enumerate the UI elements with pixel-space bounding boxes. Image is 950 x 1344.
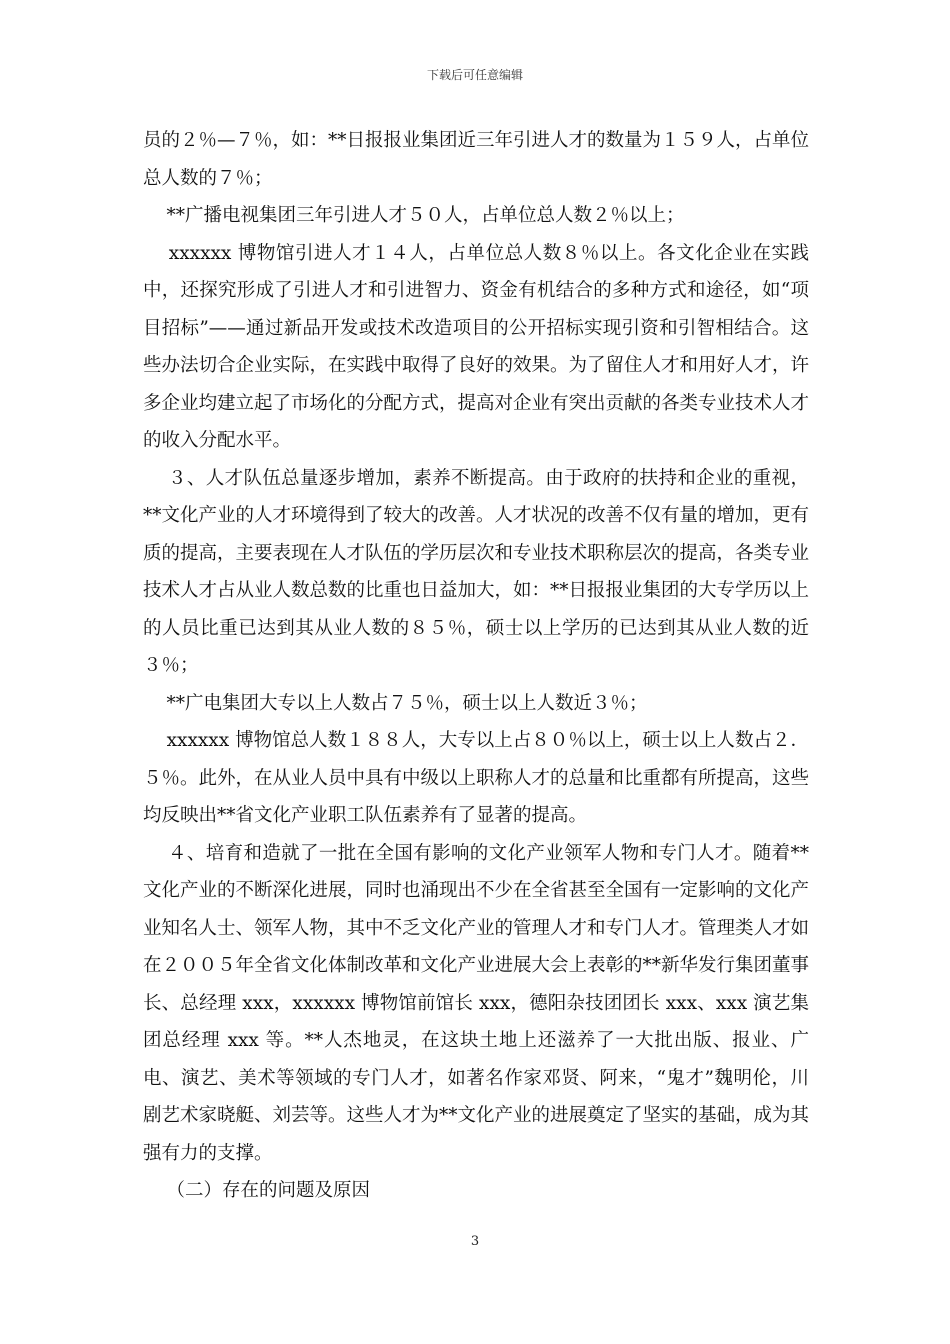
page-number: 3 [470,1234,480,1249]
document-body [143,122,809,1210]
paragraph-broadcast-group: **广播电视集团三年引进人才５０人，占单位总人数２％以上； [143,205,685,226]
paragraph-museum-staff: xxxxxx 博物馆总人数１８８人，大专以上占８０％以上，硕士以上人数占２．５％。此外，在从业人员中具有中级以上职称人才的总量和比重都有所提高，这些均反映出**省文化产业职工队伍素养有了显著的提高。 [143,730,810,826]
page-header-note: 下载后可任意编辑 [426,68,523,82]
paragraph-continuation: 员的２％—７％，如：**日报报业集团近三年引进人才的数量为１５９人，占单位总人数的７％； [143,130,810,189]
paragraph-museum-talent: xxxxxx 博物馆引进人才１４人，占单位总人数８％以上。各文化企业在实践中，还探究形成了引进人才和引进智力、资金有机结合的多种方式和途径，如“项目招标”——通过新品开发或技术改造项目的公开招标实现引资和引智相结合。这些办法切合企业实际，在实践中取得了良好的效果。为了留住人才和用好人才，许多企业均建立起了市场化的分配方式，提高对企业有突出贡献的各类专业技术人才的收入分配水平。 [143,242,810,451]
paragraph-broadcast-education: **广电集团大专以上人数占７５％，硕士以上人数近３％； [143,692,648,714]
paragraph-section-3: ３、人才队伍总量逐步增加，素养不断提高。由于政府的扶持和企业的重视，**文化产业的人才环境得到了较大的改善。人才状况的改善不仅有量的增加，更有质的提高，主要表现在人才队伍的学历层次和专业技术职称层次的提高，各类专业技术人才占从业人数总数的比重也日益加大，如：**日报报业集团的大专学历以上的人员比重已达到其从业人数的８５％，硕士以上学历的已达到其从业人数的近３％； [143,467,810,676]
paragraph-section-4: ４、培育和造就了一批在全国有影响的文化产业领军人物和专门人才。随着**文化产业的不断深化进展，同时也涌现出不少在全省甚至全国有一定影响的文化产业知名人士、领军人物，其中不乏文化产业的管理人才和专门人才。管理类人才如在２００５年全省文化体制改革和文化产业进展大会上表彰的**新华发行集团董事长、总经理 xxx，xxxxxx 博物馆前馆长 xxx，德阳杂技团团长 xxx、xxx 演艺集团总经理 xxx 等。**人杰地灵，在这块土地上还滋养了一大批出版、报业、广电、演艺、美术等领域的专门人才，如著名作家邓贤、阿来，“鬼才”魏明伦，川剧艺术家晓艇、刘芸等。这些人才为**文化产业的进展奠定了坚实的基础，成为其强有力的支撑。 [143,842,810,1164]
subheading-problems: （二）存在的问题及原因 [143,1180,371,1201]
